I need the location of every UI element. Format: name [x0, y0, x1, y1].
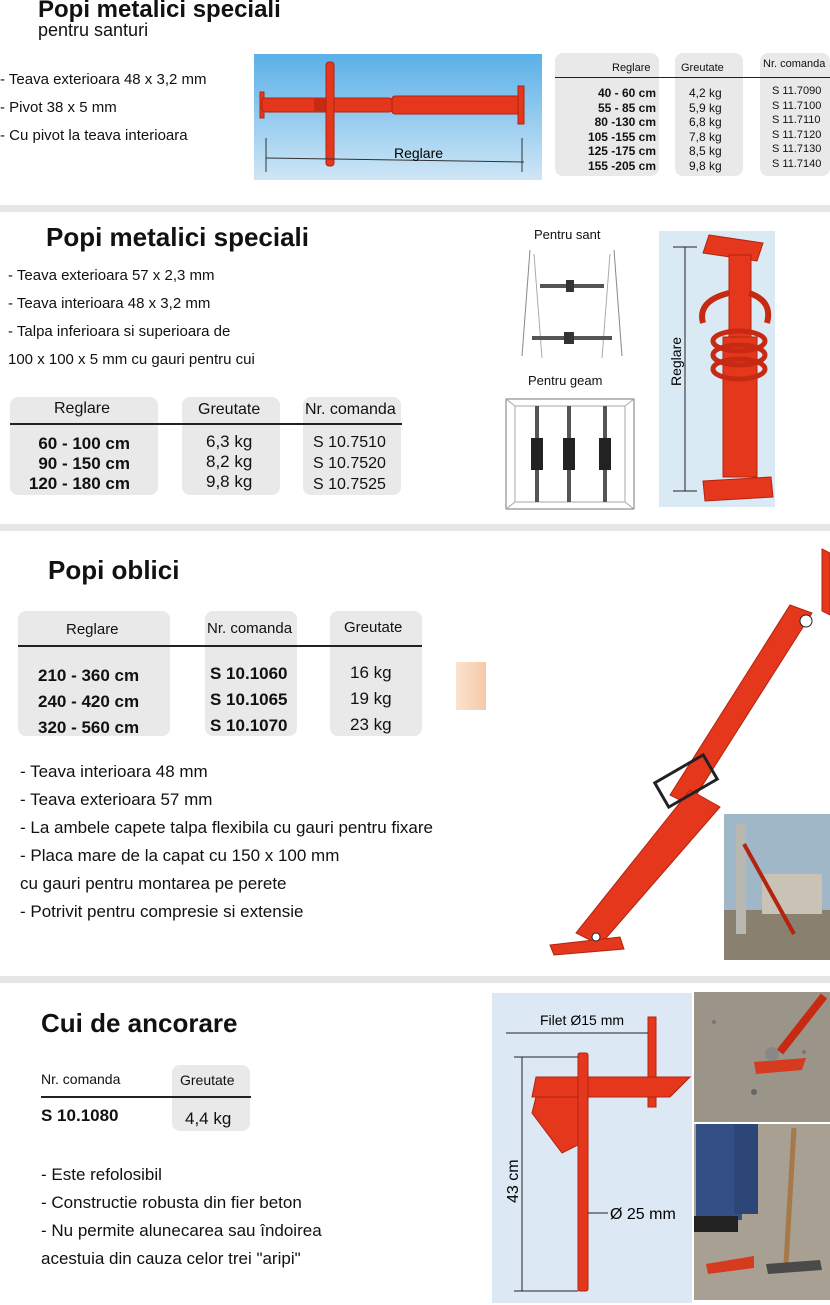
header-rule: [555, 77, 830, 78]
cell: S 10.7510: [313, 434, 386, 451]
spec-list: [41, 1161, 322, 1273]
col-header: Nr. comanda: [41, 1071, 121, 1087]
diagram-label: Pentru sant: [534, 227, 601, 242]
col-header: Reglare: [612, 62, 651, 74]
section-subtitle: pentru santuri: [38, 20, 149, 40]
section-divider: [0, 524, 830, 531]
cell: 55 - 85 cm: [597, 100, 656, 115]
spec-list: [8, 262, 255, 374]
ground-photo: [694, 992, 830, 1122]
trench-diagram: [502, 246, 642, 366]
special-prop-image: [659, 231, 775, 507]
cell: S 10.1060: [210, 664, 288, 683]
range-column: [38, 663, 139, 741]
cell: 155 -205 cm: [587, 158, 656, 173]
cell: 9,8 kg: [689, 158, 722, 173]
cell: 320 - 560 cm: [38, 718, 140, 737]
cell: 6,8 kg: [689, 115, 722, 129]
cell: 16 kg: [350, 663, 392, 682]
weight-column: [206, 432, 252, 492]
spec-item: - Teava interioara 48 x 3,2 mm: [8, 295, 211, 312]
spec-item: - Pivot 38 x 5 mm: [0, 99, 117, 116]
spec-item: - Cu pivot la teava interioara: [0, 127, 188, 144]
col-header: Nr. comanda: [305, 401, 396, 418]
spec-list: [0, 66, 206, 150]
spec-item: acestuia din cauza celor trei "aripi": [41, 1249, 301, 1268]
cell: S 10.1070: [210, 716, 288, 735]
trench-prop-image: [254, 54, 542, 180]
diameter-label: Ø 25 mm: [610, 1206, 676, 1223]
cell: S 11.7140: [772, 157, 822, 170]
spec-item: - Constructie robusta din fier beton: [41, 1193, 302, 1212]
color-swatch: [456, 662, 486, 710]
spec-item: - Teava exterioara 57 x 2,3 mm: [8, 267, 215, 284]
cell: 105 -155 cm: [587, 129, 656, 144]
spec-item: - Este refolosibil: [41, 1165, 162, 1184]
diagram-label: Pentru geam: [528, 373, 603, 388]
weight-column: [350, 660, 392, 738]
col-header: Greutate: [180, 1072, 235, 1088]
cell: 7,8 kg: [689, 129, 722, 144]
spec-item: - Placa mare de la capat cu 150 x 100 mm: [20, 846, 340, 865]
site-photo: [724, 814, 830, 960]
anchor-pin-image: [492, 993, 692, 1303]
cell: 4,2 kg: [689, 86, 722, 100]
col-header: Reglare: [66, 621, 119, 638]
cell: S 11.7100: [772, 99, 822, 112]
cell: S 10.7525: [313, 476, 386, 493]
spec-item: - La ambele capete talpa flexibila cu gauri pentru fixare: [20, 818, 433, 837]
spec-item: - Teava exterioara 57 mm: [20, 790, 213, 809]
section-title: Popi metalici speciali: [46, 222, 309, 252]
col-header: Greutate: [344, 619, 403, 636]
thread-label: Filet Ø15 mm: [540, 1012, 625, 1028]
section-title: Cui de ancorare: [41, 1008, 238, 1038]
dimension-label: Reglare: [668, 336, 684, 386]
cell: 80 -130 cm: [594, 115, 656, 129]
length-label: 43 cm: [505, 1159, 522, 1203]
col-header: Nr. comanda: [763, 58, 826, 70]
spec-item: cu gauri pentru montarea pe perete: [20, 874, 287, 893]
col-header: Nr. comanda: [207, 620, 293, 637]
cell: S 11.7110: [772, 114, 821, 126]
cell: S 11.7130: [772, 143, 822, 155]
cell: 8,2 kg: [206, 452, 253, 471]
code-column: [772, 84, 821, 171]
col-header: Greutate: [681, 62, 724, 74]
cell: 240 - 420 cm: [38, 692, 140, 711]
cell: 9,8 kg: [206, 472, 253, 491]
header-rule: [41, 1096, 251, 1098]
col-header: Reglare: [54, 400, 111, 417]
cell: 5,9 kg: [689, 100, 722, 115]
cell: 125 -175 cm: [587, 144, 656, 158]
spec-item: - Potrivit pentru compresie si extensie: [20, 902, 304, 921]
spec-list: [20, 758, 433, 926]
dimension-label: Reglare: [394, 145, 444, 161]
cell: 90 - 150 cm: [38, 454, 130, 473]
code-column: [313, 432, 386, 495]
cell: 40 - 60 cm: [597, 86, 656, 100]
cell: 8,5 kg: [689, 144, 722, 158]
spec-item: - Teava exterioara 48 x 3,2 mm: [0, 71, 207, 88]
section-title: Popi oblici: [48, 555, 180, 585]
cell: 19 kg: [350, 689, 392, 708]
installation-photo: [694, 1124, 830, 1300]
weight-column: [689, 86, 722, 173]
range-column: [12, 434, 130, 494]
section-divider: [0, 205, 830, 212]
cell: 60 - 100 cm: [38, 434, 130, 453]
code-column: [210, 661, 288, 739]
order-code: S 10.1080: [41, 1106, 119, 1125]
cell: S 11.7120: [772, 128, 822, 141]
spec-item: - Nu permite alunecarea sau îndoirea: [41, 1221, 322, 1240]
col-header: Greutate: [198, 401, 261, 418]
window-diagram: [505, 398, 635, 510]
weight-value: 4,4 kg: [185, 1109, 232, 1128]
section-title: Popi metalici speciali: [38, 0, 281, 23]
cell: S 11.7090: [772, 85, 822, 97]
cell: 120 - 180 cm: [28, 474, 130, 493]
spec-item: - Talpa inferioara si superioara de: [8, 323, 231, 340]
cell: S 10.1065: [210, 690, 288, 709]
spec-item: 100 x 100 x 5 mm cu gauri pentru cui: [8, 351, 255, 368]
header-rule: [10, 423, 402, 425]
cell: S 10.7520: [313, 455, 386, 472]
spec-item: - Teava interioara 48 mm: [20, 762, 208, 781]
cell: 210 - 360 cm: [38, 666, 140, 685]
range-column: [560, 86, 656, 173]
cell: 6,3 kg: [206, 432, 253, 451]
section-divider: [0, 976, 830, 983]
header-rule: [18, 645, 422, 647]
cell: 23 kg: [350, 715, 392, 734]
